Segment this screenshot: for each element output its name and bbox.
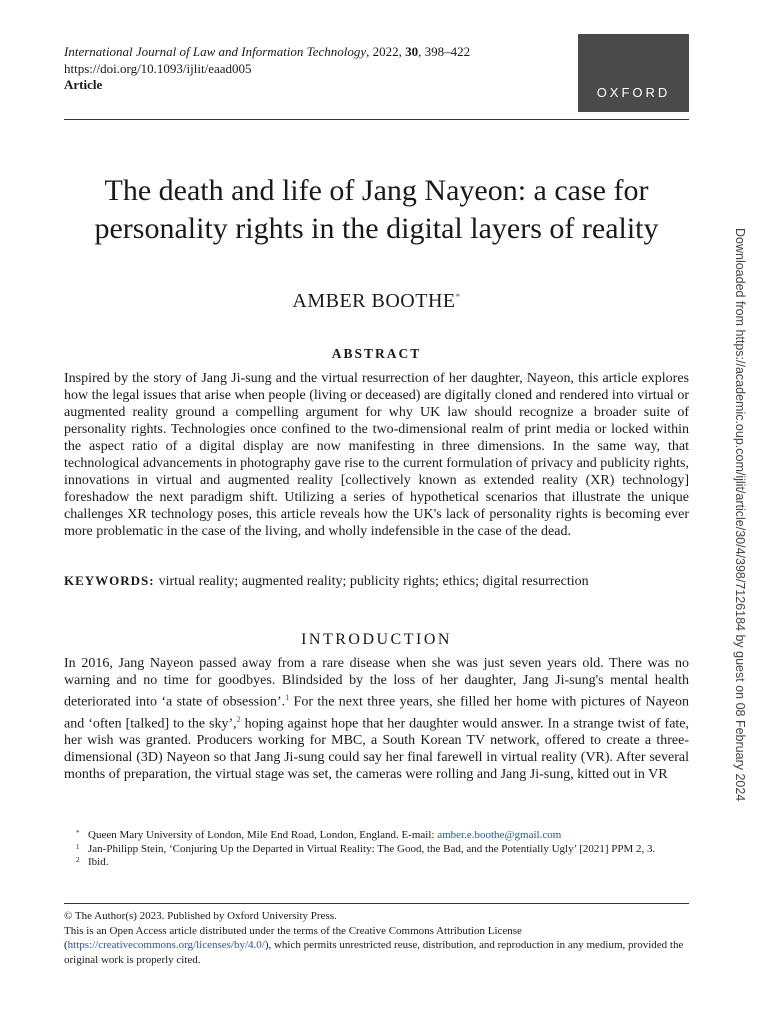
footer-divider [64, 903, 689, 904]
journal-header [64, 44, 484, 94]
intro-part-3: hoping against hope that her daughter would answer. In a strange twist of fate, her wish was granted. Producers working for MBC, a South Korean TV network, offered to create a three-dimensional (3D) Nayeon so that Jang Ji-sung could say her final farewell in virtual reality (VR). After several months of preparation, the virtual stage was set, the cameras were rolling and Jang Ji-sung, kitted out in VR [64, 716, 690, 783]
header-divider [64, 119, 689, 120]
footnote-mark: 2 [76, 856, 80, 864]
footnote-mark: 1 [76, 842, 80, 851]
keywords-text: virtual reality; augmented reality; publicity rights; ethics; digital resurrection [158, 574, 589, 589]
footnote-text: Jan-Philipp Stein, ‘Conjuring Up the Departed in Virtual Reality: The Good, the Bad, and the Potentially Ugly’ [2021] PPM 2, 3. [88, 842, 656, 855]
citation-pages: , 398–422 [418, 44, 471, 59]
doi-link[interactable]: https://doi.org/10.1093/ijlit/eaad005 [64, 60, 252, 76]
footnotes [64, 829, 689, 870]
introduction-heading: INTRODUCTION [301, 631, 452, 648]
license-text [64, 924, 689, 968]
abstract-heading: ABSTRACT [331, 346, 422, 361]
license-link[interactable]: https://creativecommons.org/licenses/by/4.0/ [67, 939, 265, 951]
citation-volume: 30 [405, 44, 419, 59]
copyright-line: © The Author(s) 2023. Published by Oxford University Press. [64, 910, 337, 922]
footnote-2 [64, 856, 689, 870]
oxford-logo[interactable] [578, 34, 689, 112]
journal-citation [64, 44, 484, 61]
intro-part-2: For the next three years, she filled her home with pictures of Nayeon and ‘often [talked] to the sky’, [64, 694, 689, 732]
author-footnote-link[interactable]: * [455, 292, 461, 302]
author-name: AMBER BOOTHE [292, 290, 456, 312]
journal-name: International Journal of Law and Information Technology [64, 44, 367, 59]
intro-part-1: In 2016, Jang Nayeon passed away from a rare disease when she was just seven years old. There was no warning and no time for goodbyes. Blindsided by the loss of her daughter, Jang Ji-sung's mental health deteriorated into ‘a state of obsession’. [64, 656, 689, 710]
author-line [64, 290, 689, 313]
footnote-text: Ibid. [88, 856, 109, 868]
citation-year: , 2022, [366, 44, 406, 59]
footnote-author [64, 829, 689, 843]
license-notice [64, 909, 689, 967]
introduction-text [64, 655, 689, 783]
license-post: ), which permits unrestricted reuse, distribution, and reproduction in any medium, provided the original work is properly cited. [64, 939, 684, 966]
footnote-text: Queen Mary University of London, Mile End Road, London, England. E-mail: [88, 829, 438, 841]
oxford-logo-text: OXFORD [596, 85, 671, 100]
footnote-1 [64, 843, 689, 857]
article-type: Article [64, 77, 103, 92]
license-pre: This is an Open Access article distributed under the terms of the Creative Commons Attribution License ( [64, 924, 522, 951]
article-title: The death and life of Jang Nayeon: a case for personality rights in the digital layers of reality [94, 174, 659, 245]
footnote-mark: * [76, 829, 80, 837]
footnote-ref-1[interactable]: 1 [285, 693, 290, 702]
keywords [64, 572, 689, 590]
footnote-ref-2[interactable]: 2 [236, 714, 241, 724]
author-email-link[interactable]: amber.e.boothe@gmail.com [437, 829, 562, 841]
keywords-label: KEYWORDS: [64, 573, 155, 588]
abstract-text: Inspired by the story of Jang Ji-sung and the virtual resurrection of her daughter, Nayeon, this article explores how the legal issues that arise when people (living or deceased) are digitally cloned and rendered into virtual or augmented reality ground a compelling argument for why UK law should recognize a broader suite of personality rights. Technologies once confined to the two-dimensional realm of print media or locked within the aspect ratio of a digital display are now manifesting in three dimensions. In the same way, that technological advancements in photography gave rise to the current formulation of privacy and publicity rights, innovations in virtual and augmented reality [collectively known as extended reality (XR) technology] foreshadow the next paradigm shift. Utilizing a series of hypothetical scenarios that illustrate the unique challenges XR technology poses, this article reveals how the UK's lack of personality rights is becoming ever more problematic in the case of the living, and wholly indefensible in the case of the dead. [64, 371, 689, 539]
download-watermark: Downloaded from https://academic.oup.com/ijlit/article/30/4/398/7126184 by guest on 08 February 2024 [733, 228, 747, 802]
